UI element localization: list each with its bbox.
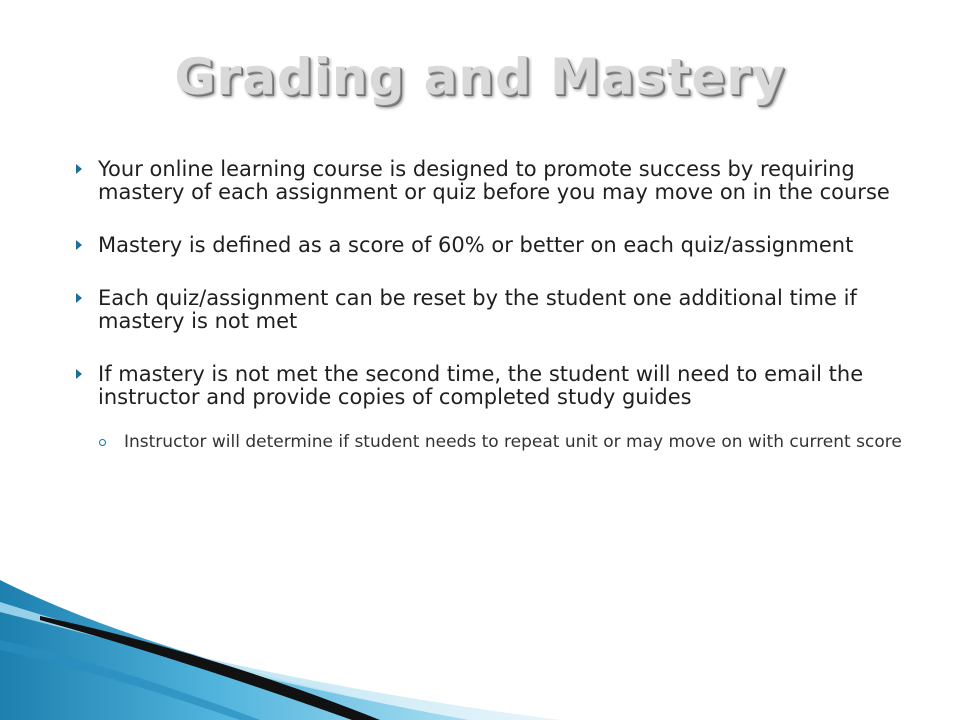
triangle-right-icon [76, 164, 82, 174]
sub-bullet-text: Instructor will determine if student needs to repeat unit or may move on with current score [124, 432, 902, 452]
slide-title: Grading and Mastery [174, 48, 786, 106]
bullet-text: Mastery is defined as a score of 60% or better on each quiz/assignment [98, 233, 854, 257]
bullet-item [72, 158, 912, 204]
bullet-item [72, 287, 912, 333]
bullet-item [72, 363, 912, 409]
bullet-text: Your online learning course is designed to promote success by requiring mastery of each assignment or quiz before you may move on in the course [98, 157, 890, 204]
triangle-right-icon [76, 240, 82, 250]
bullet-text: Each quiz/assignment can be reset by the student one additional time if mastery is not met [98, 286, 857, 333]
sub-bullet-item [72, 433, 912, 452]
bullet-list [72, 158, 912, 452]
bullet-item [72, 234, 912, 257]
ring-icon [99, 439, 106, 446]
triangle-right-icon [76, 293, 82, 303]
triangle-right-icon [76, 369, 82, 379]
bullet-text: If mastery is not met the second time, the student will need to email the instructor and provide copies of completed study guides [98, 362, 864, 409]
